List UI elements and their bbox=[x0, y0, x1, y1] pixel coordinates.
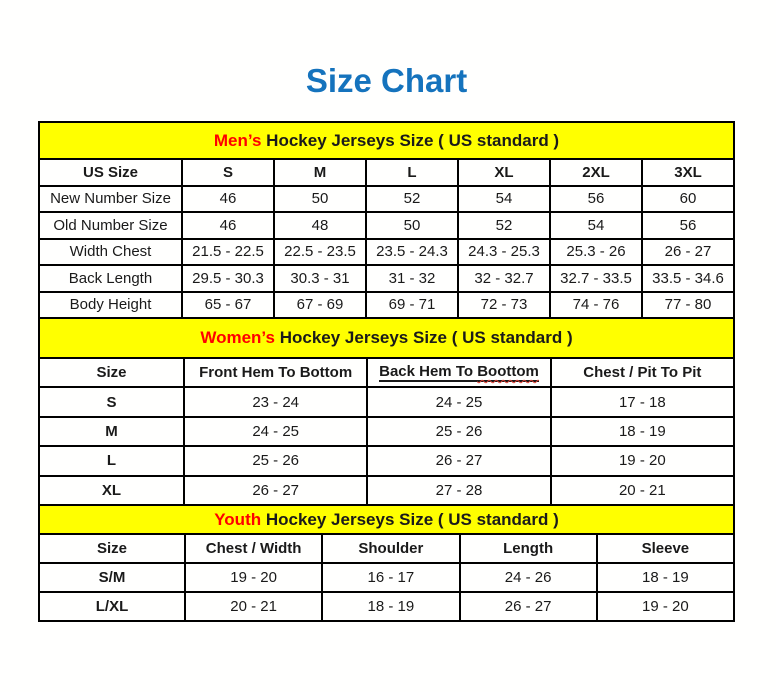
youth-banner-highlight: Youth bbox=[214, 509, 262, 529]
size-value-cell: 24 - 25 bbox=[184, 417, 367, 446]
size-value-cell: 54 bbox=[458, 186, 550, 213]
size-value-cell: 46 bbox=[182, 212, 274, 239]
size-value-cell: 50 bbox=[366, 212, 458, 239]
size-value-cell: 30.3 - 31 bbox=[274, 265, 366, 292]
womens-section-banner bbox=[38, 317, 735, 359]
row-label: L/XL bbox=[39, 592, 185, 621]
size-value-cell: 24.3 - 25.3 bbox=[458, 239, 550, 266]
size-value-cell: 29.5 - 30.3 bbox=[182, 265, 274, 292]
column-header: L bbox=[366, 159, 458, 186]
size-value-cell: 54 bbox=[550, 212, 642, 239]
size-value-cell: 17 - 18 bbox=[551, 387, 734, 416]
row-label: XL bbox=[39, 476, 184, 505]
size-chart bbox=[38, 121, 735, 622]
size-value-cell: 27 - 28 bbox=[367, 476, 550, 505]
size-value-cell: 32 - 32.7 bbox=[458, 265, 550, 292]
size-value-cell: 21.5 - 22.5 bbox=[182, 239, 274, 266]
size-value-cell: 72 - 73 bbox=[458, 292, 550, 319]
size-value-cell: 52 bbox=[458, 212, 550, 239]
table-row bbox=[39, 417, 734, 446]
row-label: S/M bbox=[39, 563, 185, 592]
size-value-cell: 48 bbox=[274, 212, 366, 239]
size-value-cell: 26 - 27 bbox=[642, 239, 734, 266]
row-label: Back Length bbox=[39, 265, 182, 292]
column-header: Size bbox=[39, 534, 185, 563]
row-label: Body Height bbox=[39, 292, 182, 319]
table-row bbox=[39, 239, 734, 266]
size-value-cell: 26 - 27 bbox=[184, 476, 367, 505]
mens-banner-highlight: Men’s bbox=[213, 131, 262, 150]
column-header: 3XL bbox=[642, 159, 734, 186]
table-row bbox=[39, 446, 734, 475]
size-value-cell: 52 bbox=[366, 186, 458, 213]
header-row bbox=[39, 358, 734, 387]
size-value-cell: 19 - 20 bbox=[597, 592, 734, 621]
column-header: Sleeve bbox=[597, 534, 734, 563]
size-value-cell: 50 bbox=[274, 186, 366, 213]
size-value-cell: 16 - 17 bbox=[322, 563, 459, 592]
size-value-cell: 25 - 26 bbox=[184, 446, 367, 475]
row-label: Old Number Size bbox=[39, 212, 182, 239]
womens-banner-highlight: Women’s bbox=[200, 328, 275, 347]
size-value-cell: 18 - 19 bbox=[597, 563, 734, 592]
underlined-header-text bbox=[379, 363, 539, 382]
column-header: Chest / Width bbox=[185, 534, 322, 563]
mens-section-banner bbox=[38, 121, 735, 160]
size-value-cell: 26 - 27 bbox=[460, 592, 597, 621]
size-value-cell: 65 - 67 bbox=[182, 292, 274, 319]
column-header: 2XL bbox=[550, 159, 642, 186]
size-value-cell: 33.5 - 34.6 bbox=[642, 265, 734, 292]
column-header: Length bbox=[460, 534, 597, 563]
header-row bbox=[39, 534, 734, 563]
misspelled-word: Boottom bbox=[477, 363, 539, 381]
size-value-cell: 77 - 80 bbox=[642, 292, 734, 319]
table-row bbox=[39, 592, 734, 621]
mens-banner-text: Hockey Jerseys Size ( US standard ) bbox=[266, 131, 560, 150]
youth-section-banner bbox=[38, 504, 735, 535]
size-value-cell: 56 bbox=[550, 186, 642, 213]
row-label: Width Chest bbox=[39, 239, 182, 266]
table-row bbox=[39, 292, 734, 319]
column-header: S bbox=[182, 159, 274, 186]
column-header: US Size bbox=[39, 159, 182, 186]
row-label: S bbox=[39, 387, 184, 416]
youth-size-table bbox=[38, 533, 735, 622]
row-label: New Number Size bbox=[39, 186, 182, 213]
size-value-cell: 56 bbox=[642, 212, 734, 239]
size-value-cell: 25.3 - 26 bbox=[550, 239, 642, 266]
header-row bbox=[39, 159, 734, 186]
size-value-cell: 31 - 32 bbox=[366, 265, 458, 292]
row-label: M bbox=[39, 417, 184, 446]
size-value-cell: 23 - 24 bbox=[184, 387, 367, 416]
youth-banner-text: Hockey Jerseys Size ( US standard ) bbox=[265, 509, 559, 529]
table-row bbox=[39, 563, 734, 592]
table-row bbox=[39, 476, 734, 505]
header-text-prefix: Back Hem To bbox=[379, 363, 478, 381]
size-value-cell: 46 bbox=[182, 186, 274, 213]
size-value-cell: 22.5 - 23.5 bbox=[274, 239, 366, 266]
page-title: Size Chart bbox=[305, 62, 468, 99]
size-value-cell: 19 - 20 bbox=[185, 563, 322, 592]
womens-banner-text: Hockey Jerseys Size ( US standard ) bbox=[279, 328, 573, 347]
size-value-cell: 23.5 - 24.3 bbox=[366, 239, 458, 266]
mens-size-table bbox=[38, 158, 735, 319]
size-value-cell: 18 - 19 bbox=[551, 417, 734, 446]
womens-size-table bbox=[38, 357, 735, 506]
size-value-cell: 32.7 - 33.5 bbox=[550, 265, 642, 292]
column-header: XL bbox=[458, 159, 550, 186]
size-value-cell: 74 - 76 bbox=[550, 292, 642, 319]
size-value-cell: 19 - 20 bbox=[551, 446, 734, 475]
table-row bbox=[39, 212, 734, 239]
table-row bbox=[39, 387, 734, 416]
column-header: Size bbox=[39, 358, 184, 387]
size-value-cell: 24 - 26 bbox=[460, 563, 597, 592]
column-header bbox=[367, 358, 550, 387]
size-value-cell: 25 - 26 bbox=[367, 417, 550, 446]
size-value-cell: 20 - 21 bbox=[185, 592, 322, 621]
table-row bbox=[39, 186, 734, 213]
column-header: M bbox=[274, 159, 366, 186]
column-header: Front Hem To Bottom bbox=[184, 358, 367, 387]
size-value-cell: 69 - 71 bbox=[366, 292, 458, 319]
size-value-cell: 20 - 21 bbox=[551, 476, 734, 505]
column-header: Shoulder bbox=[322, 534, 459, 563]
column-header: Chest / Pit To Pit bbox=[551, 358, 734, 387]
size-value-cell: 60 bbox=[642, 186, 734, 213]
size-value-cell: 67 - 69 bbox=[274, 292, 366, 319]
size-value-cell: 24 - 25 bbox=[367, 387, 550, 416]
table-row bbox=[39, 265, 734, 292]
size-value-cell: 26 - 27 bbox=[367, 446, 550, 475]
size-value-cell: 18 - 19 bbox=[322, 592, 459, 621]
row-label: L bbox=[39, 446, 184, 475]
